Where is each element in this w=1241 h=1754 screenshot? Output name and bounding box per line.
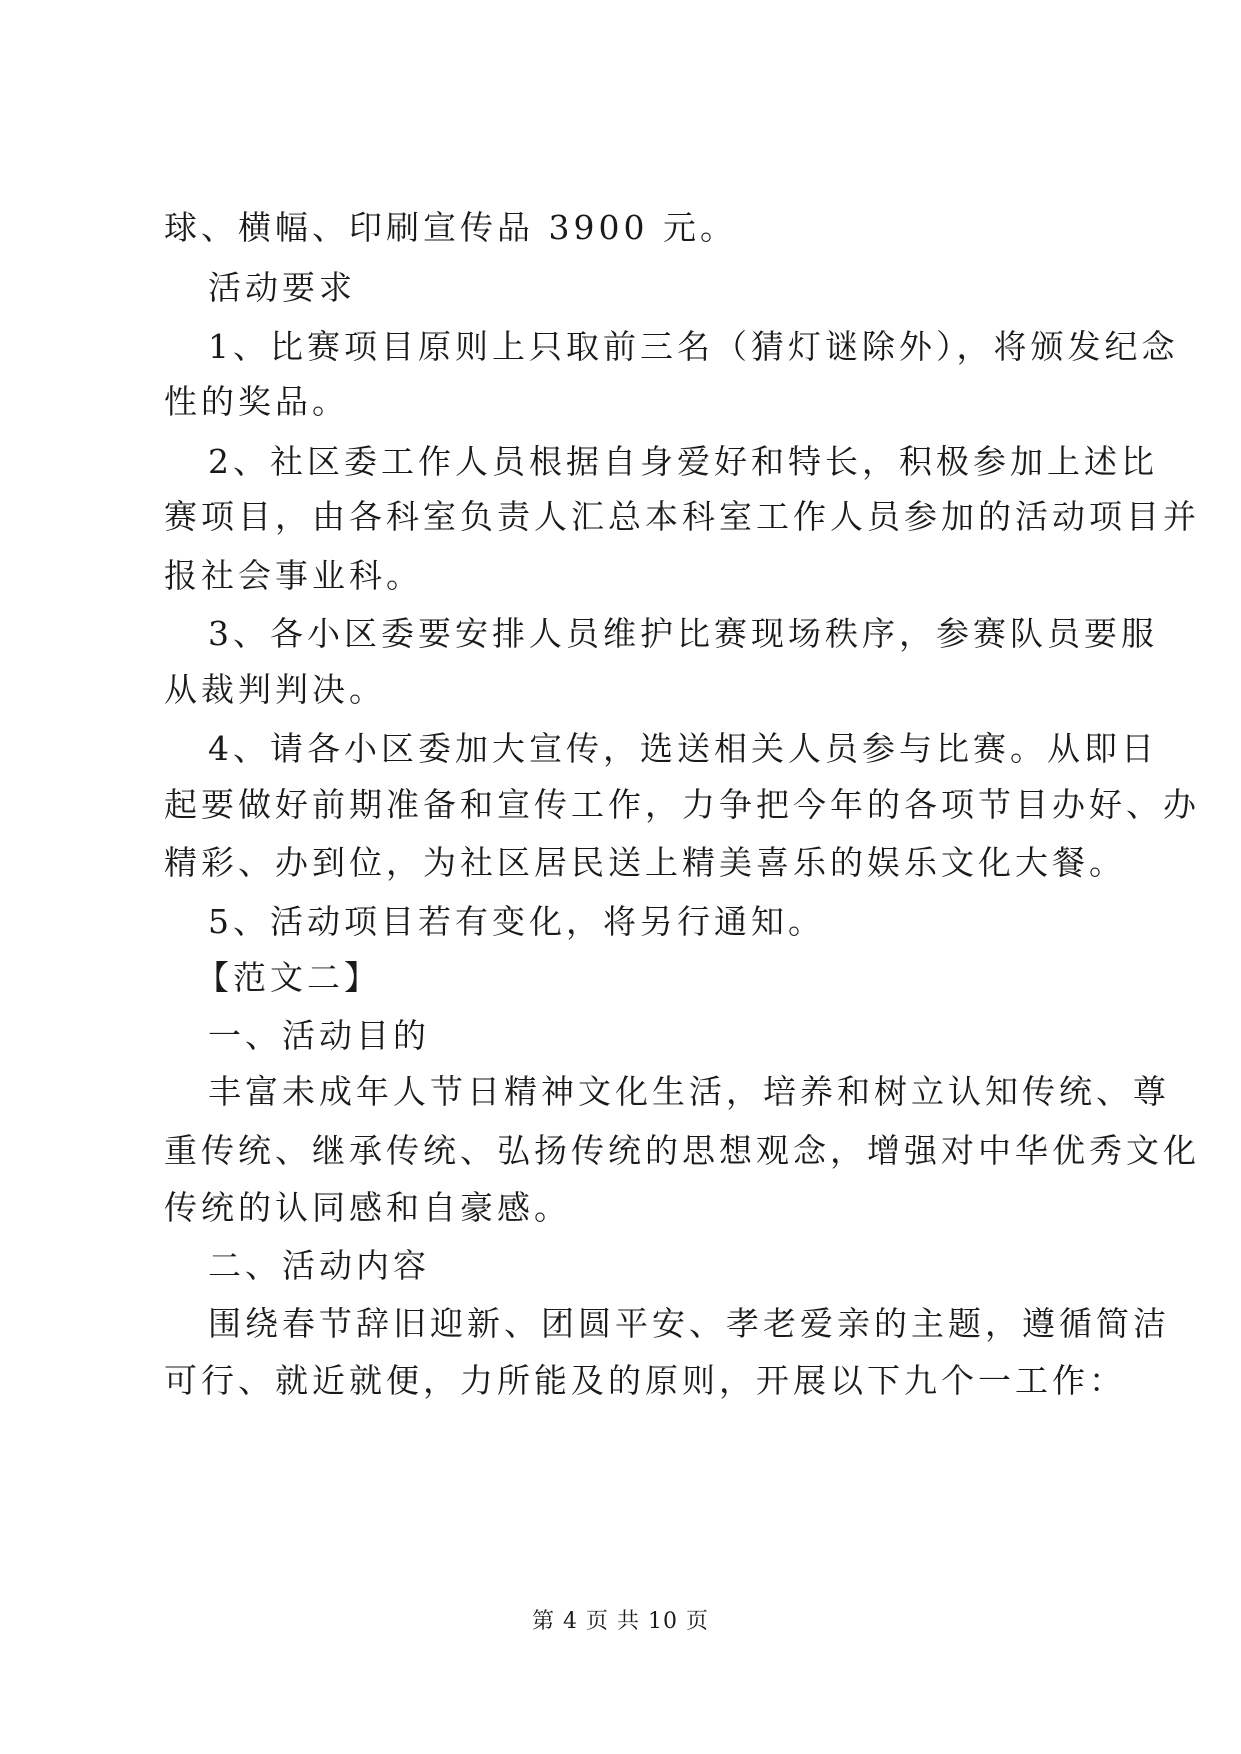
text-line: 从裁判判决。 xyxy=(164,670,386,709)
section-heading: 一、活动目的 xyxy=(208,1016,430,1055)
text-line: 报社会事业科。 xyxy=(164,556,423,595)
text-line: 5、活动项目若有变化，将另行通知。 xyxy=(208,902,825,941)
page-number-footer: 第 4 页 共 10 页 xyxy=(532,1609,709,1634)
text-line: 性的奖品。 xyxy=(164,382,349,421)
section-heading: 【范文二】 xyxy=(196,958,381,997)
text-line: 可行、就近就便，力所能及的原则，开展以下九个一工作： xyxy=(164,1361,1126,1400)
section-heading: 活动要求 xyxy=(208,268,356,307)
text-line: 传统的认同感和自豪感。 xyxy=(164,1188,571,1227)
section-heading: 二、活动内容 xyxy=(208,1246,430,1285)
text-line: 3、各小区委要安排人员维护比赛现场秩序，参赛队员要服 xyxy=(208,614,1158,653)
text-line: 重传统、继承传统、弘扬传统的思想观念，增强对中华优秀文化 xyxy=(164,1131,1200,1170)
text-line: 4、请各小区委加大宣传，选送相关人员参与比赛。从即日 xyxy=(208,729,1158,768)
text-line: 丰富未成年人节日精神文化生活，培养和树立认知传统、尊 xyxy=(208,1072,1170,1111)
text-line: 赛项目，由各科室负责人汇总本科室工作人员参加的活动项目并 xyxy=(164,497,1200,536)
text-line: 精彩、办到位，为社区居民送上精美喜乐的娱乐文化大餐。 xyxy=(164,843,1126,882)
text-line: 1、比赛项目原则上只取前三名（猜灯谜除外），将颁发纪念 xyxy=(208,327,1179,366)
text-line: 球、横幅、印刷宣传品 3900 元。 xyxy=(164,208,737,247)
text-line: 2、社区委工作人员根据自身爱好和特长，积极参加上述比 xyxy=(208,442,1158,481)
text-line: 围绕春节辞旧迎新、团圆平安、孝老爱亲的主题，遵循简洁 xyxy=(208,1304,1170,1343)
text-line: 起要做好前期准备和宣传工作，力争把今年的各项节目办好、办 xyxy=(164,785,1200,824)
